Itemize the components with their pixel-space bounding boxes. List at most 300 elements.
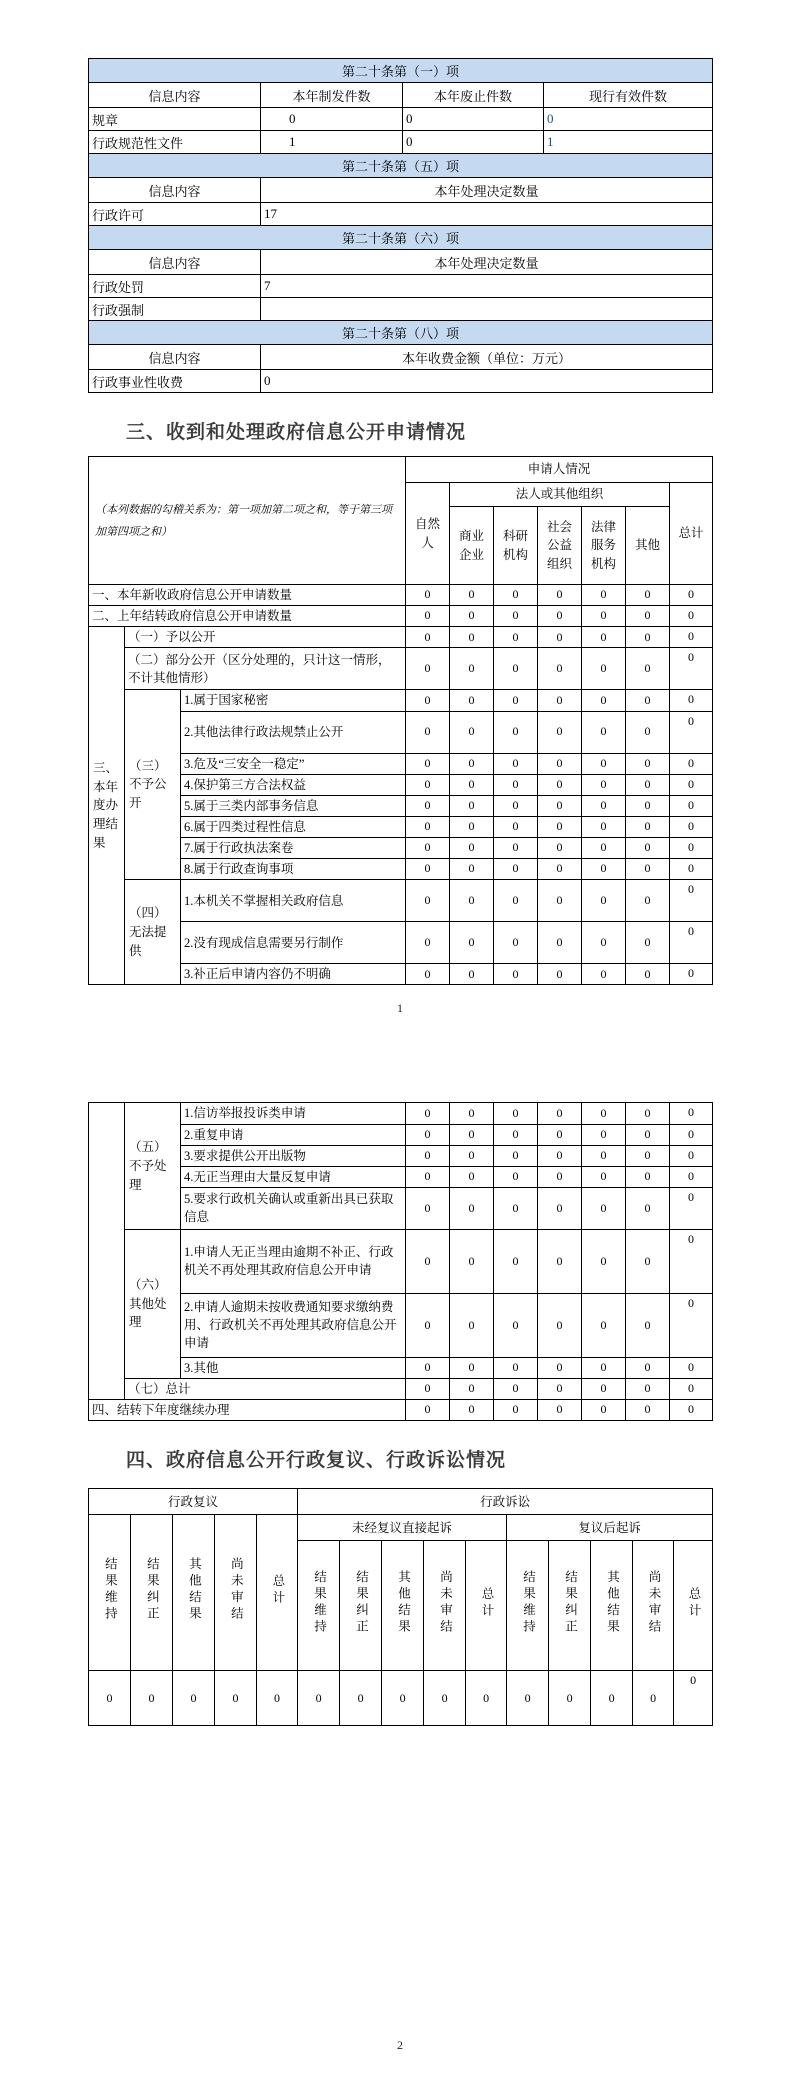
value-cell: 0 bbox=[494, 1229, 538, 1293]
value-cell: 0 bbox=[591, 1671, 633, 1726]
value-cell: 0 bbox=[670, 1187, 713, 1229]
value-cell: 0 bbox=[538, 627, 582, 648]
value-cell: 0 bbox=[215, 1671, 257, 1726]
value-cell: 0 bbox=[626, 585, 670, 606]
table-row bbox=[89, 880, 713, 922]
value-cell: 0 bbox=[406, 1103, 450, 1124]
value-cell: 1 bbox=[261, 131, 403, 154]
value-cell: 0 bbox=[626, 838, 670, 859]
value-cell: 0 bbox=[582, 690, 626, 711]
value-cell: 0 bbox=[582, 838, 626, 859]
table-row bbox=[89, 795, 713, 816]
table-row bbox=[89, 838, 713, 859]
table-row bbox=[89, 585, 713, 606]
value-cell: 0 bbox=[538, 1229, 582, 1293]
section-title-row bbox=[89, 59, 713, 83]
column-header: 科研机构 bbox=[494, 507, 538, 585]
value-cell: 0 bbox=[582, 795, 626, 816]
value-cell: 0 bbox=[450, 606, 494, 627]
value-cell: 0 bbox=[494, 753, 538, 774]
value-cell: 0 bbox=[450, 753, 494, 774]
review-group-header: 行政复议 bbox=[89, 1489, 298, 1515]
value-cell: 0 bbox=[626, 1124, 670, 1145]
value-cell: 0 bbox=[626, 880, 670, 922]
header-row bbox=[89, 457, 713, 483]
row-label: 4.保护第三方合法权益 bbox=[181, 774, 406, 795]
section-title: 第二十条第（六）项 bbox=[89, 226, 713, 250]
value-cell: 0 bbox=[538, 1145, 582, 1166]
value-cell: 0 bbox=[494, 648, 538, 690]
section-title: 第二十条第（五）项 bbox=[89, 154, 713, 178]
row-label-carryover: 四、结转下年度继续办理 bbox=[89, 1400, 406, 1421]
value-cell: 0 bbox=[406, 753, 450, 774]
value-cell: 0 bbox=[626, 690, 670, 711]
value-cell: 0 bbox=[494, 1187, 538, 1229]
value-cell: 0 bbox=[626, 1145, 670, 1166]
column-header: 信息内容 bbox=[89, 178, 261, 203]
row-label: 2.没有现成信息需要另行制作 bbox=[181, 922, 406, 964]
value-cell: 0 bbox=[582, 1145, 626, 1166]
column-header: 本年制发件数 bbox=[261, 83, 403, 108]
value-cell: 0 bbox=[406, 690, 450, 711]
subgroup-label-not-processed: （五）不予处理 bbox=[125, 1103, 181, 1230]
value-cell: 1 bbox=[544, 131, 713, 154]
value-cell: 0 bbox=[670, 1103, 713, 1124]
value-cell: 0 bbox=[406, 774, 450, 795]
applications-table-continued bbox=[88, 1102, 713, 1421]
column-header: 其他结果 bbox=[591, 1541, 633, 1671]
value-cell: 0 bbox=[173, 1671, 215, 1726]
value-cell: 0 bbox=[670, 1229, 713, 1293]
value-cell: 0 bbox=[626, 1103, 670, 1124]
value-cell: 0 bbox=[494, 774, 538, 795]
value-cell: 0 bbox=[450, 964, 494, 985]
value-cell: 0 bbox=[494, 880, 538, 922]
value-cell: 0 bbox=[406, 816, 450, 837]
value-cell: 0 bbox=[538, 816, 582, 837]
litigation-table bbox=[88, 1488, 713, 1726]
value-cell: 0 bbox=[538, 711, 582, 753]
value-cell: 0 bbox=[582, 964, 626, 985]
table-row bbox=[89, 648, 713, 690]
value-cell: 0 bbox=[494, 1166, 538, 1187]
value-cell: 0 bbox=[494, 627, 538, 648]
value-cell: 0 bbox=[406, 606, 450, 627]
value-cell: 0 bbox=[406, 1379, 450, 1400]
value-cell: 0 bbox=[582, 1229, 626, 1293]
section-title-row bbox=[89, 154, 713, 178]
value-cell: 0 bbox=[494, 838, 538, 859]
section-title: 第二十条第（一）项 bbox=[89, 59, 713, 83]
value-cell: 0 bbox=[261, 370, 713, 393]
value-cell: 0 bbox=[406, 1400, 450, 1421]
table-row bbox=[89, 1166, 713, 1187]
value-cell: 0 bbox=[582, 1187, 626, 1229]
value-cell: 0 bbox=[450, 627, 494, 648]
table-row bbox=[89, 370, 713, 393]
value-cell: 0 bbox=[450, 1293, 494, 1357]
legal-entity-group-header: 法人或其他组织 bbox=[450, 483, 670, 507]
value-cell: 0 bbox=[626, 922, 670, 964]
row-label: 1.属于国家秘密 bbox=[181, 690, 406, 711]
row-label: 6.属于四类过程性信息 bbox=[181, 816, 406, 837]
value-cell: 0 bbox=[406, 964, 450, 985]
value-cell: 0 bbox=[538, 1166, 582, 1187]
value-cell: 0 bbox=[450, 1357, 494, 1378]
column-header: 尚未审结 bbox=[215, 1515, 257, 1671]
value-cell: 0 bbox=[406, 838, 450, 859]
column-header: 尚未审结 bbox=[633, 1541, 674, 1671]
value-cell: 0 bbox=[626, 795, 670, 816]
column-header-natural-person: 自然人 bbox=[406, 483, 450, 585]
column-header: 尚未审结 bbox=[424, 1541, 466, 1671]
value-cell: 0 bbox=[626, 816, 670, 837]
column-header: 信息内容 bbox=[89, 345, 261, 370]
value-cell: 0 bbox=[626, 1229, 670, 1293]
value-cell: 0 bbox=[494, 690, 538, 711]
value-cell: 0 bbox=[670, 690, 713, 711]
column-header: 结果维持 bbox=[298, 1541, 340, 1671]
page-number-2: 2 bbox=[397, 2038, 403, 2053]
value-cell: 0 bbox=[450, 838, 494, 859]
column-header: 本年处理决定数量 bbox=[261, 250, 713, 275]
value-cell: 0 bbox=[257, 1671, 298, 1726]
value-cell: 0 bbox=[544, 108, 713, 131]
value-cell: 0 bbox=[406, 880, 450, 922]
value-cell: 0 bbox=[538, 964, 582, 985]
value-cell: 0 bbox=[450, 711, 494, 753]
value-cell: 0 bbox=[494, 1145, 538, 1166]
value-cell: 0 bbox=[582, 1103, 626, 1124]
value-cell: 0 bbox=[406, 1357, 450, 1378]
value-cell: 0 bbox=[494, 964, 538, 985]
value-cell: 0 bbox=[466, 1671, 507, 1726]
value-cell: 0 bbox=[406, 711, 450, 753]
value-cell: 0 bbox=[626, 627, 670, 648]
table-row bbox=[89, 1145, 713, 1166]
value-cell: 0 bbox=[626, 606, 670, 627]
value-cell: 0 bbox=[670, 922, 713, 964]
value-cell: 0 bbox=[406, 1229, 450, 1293]
value-cell: 0 bbox=[494, 711, 538, 753]
value-cell: 0 bbox=[406, 1124, 450, 1145]
article20-table bbox=[88, 58, 713, 393]
section-title: 第二十条第（八）项 bbox=[89, 321, 713, 345]
value-cell: 0 bbox=[626, 1400, 670, 1421]
value-cell: 0 bbox=[89, 1671, 131, 1726]
column-header: 其他结果 bbox=[173, 1515, 215, 1671]
value-cell: 0 bbox=[494, 1124, 538, 1145]
value-cell: 0 bbox=[403, 131, 544, 154]
table-row bbox=[89, 1293, 713, 1357]
table-row bbox=[89, 753, 713, 774]
row-label: 一、本年新收政府信息公开申请数量 bbox=[89, 585, 406, 606]
table-row bbox=[89, 1124, 713, 1145]
value-cell: 0 bbox=[670, 1293, 713, 1357]
table-row bbox=[89, 203, 713, 226]
row-label: 5.要求行政机关确认或重新出具已获取信息 bbox=[181, 1187, 406, 1229]
row-label: 4.无正当理由大量反复申请 bbox=[181, 1166, 406, 1187]
row-label: 3.要求提供公开出版物 bbox=[181, 1145, 406, 1166]
subgroup-label-unable: （四）无法提供 bbox=[125, 880, 181, 985]
value-cell: 0 bbox=[450, 859, 494, 880]
row-label: 二、上年结转政府信息公开申请数量 bbox=[89, 606, 406, 627]
table-row bbox=[89, 774, 713, 795]
value-cell: 0 bbox=[582, 1124, 626, 1145]
value-cell: 0 bbox=[406, 627, 450, 648]
value-cell: 0 bbox=[450, 774, 494, 795]
table-row bbox=[89, 1357, 713, 1378]
value-cell: 0 bbox=[670, 880, 713, 922]
column-header: 法律服务机构 bbox=[582, 507, 626, 585]
value-cell: 0 bbox=[670, 1145, 713, 1166]
value-cell: 0 bbox=[538, 585, 582, 606]
value-cell: 0 bbox=[450, 1187, 494, 1229]
value-cell: 0 bbox=[670, 774, 713, 795]
column-header: 结果纠正 bbox=[340, 1541, 382, 1671]
value-cell: 0 bbox=[582, 585, 626, 606]
value-cell: 0 bbox=[538, 1400, 582, 1421]
after-review-suit-group-header: 复议后起诉 bbox=[507, 1515, 713, 1541]
column-header: 本年废止件数 bbox=[403, 83, 544, 108]
value-cell: 0 bbox=[450, 795, 494, 816]
value-cell: 0 bbox=[582, 774, 626, 795]
value-cell: 0 bbox=[582, 753, 626, 774]
section-title-row bbox=[89, 321, 713, 345]
value-cell: 0 bbox=[626, 1166, 670, 1187]
column-header-total: 总计 bbox=[670, 483, 713, 585]
table-row bbox=[89, 298, 713, 321]
section-heading-applications: 三、收到和处理政府信息公开申请情况 bbox=[126, 422, 467, 443]
value-cell: 0 bbox=[582, 1166, 626, 1187]
row-label: 3.补正后申请内容仍不明确 bbox=[181, 964, 406, 985]
value-cell: 0 bbox=[670, 1400, 713, 1421]
column-header: 总计 bbox=[466, 1541, 507, 1671]
value-cell: 0 bbox=[450, 1379, 494, 1400]
value-cell: 0 bbox=[674, 1671, 713, 1726]
value-cell: 0 bbox=[582, 922, 626, 964]
group-continuation-cell bbox=[89, 1103, 125, 1400]
column-header: 总计 bbox=[674, 1541, 713, 1671]
value-cell: 0 bbox=[406, 1187, 450, 1229]
value-cell: 0 bbox=[382, 1671, 424, 1726]
value-cell: 0 bbox=[131, 1671, 173, 1726]
value-cell: 0 bbox=[538, 1103, 582, 1124]
value-cell: 0 bbox=[582, 816, 626, 837]
value-cell: 0 bbox=[450, 1124, 494, 1145]
value-cell: 0 bbox=[406, 859, 450, 880]
column-header: 结果维持 bbox=[89, 1515, 131, 1671]
value-cell: 0 bbox=[582, 1293, 626, 1357]
value-cell: 0 bbox=[626, 753, 670, 774]
subgroup-label-refused: （三）不予公开 bbox=[125, 690, 181, 880]
reconciliation-note: （本列数据的勾稽关系为：第一项加第二项之和，等于第三项加第四项之和） bbox=[89, 457, 406, 585]
value-cell: 0 bbox=[494, 859, 538, 880]
value-cell: 0 bbox=[582, 1379, 626, 1400]
subgroup-label-other-handling: （六）其他处理 bbox=[125, 1229, 181, 1378]
row-label: 行政强制 bbox=[89, 298, 261, 321]
value-cell: 0 bbox=[450, 585, 494, 606]
column-header: 本年处理决定数量 bbox=[261, 178, 713, 203]
row-label: 2.重复申请 bbox=[181, 1124, 406, 1145]
row-label: 1.本机关不掌握相关政府信息 bbox=[181, 880, 406, 922]
column-header: 商业企业 bbox=[450, 507, 494, 585]
value-cell: 0 bbox=[494, 606, 538, 627]
column-header: 总计 bbox=[257, 1515, 298, 1671]
value-cell: 0 bbox=[450, 1229, 494, 1293]
value-cell: 0 bbox=[494, 585, 538, 606]
value-cell: 0 bbox=[670, 585, 713, 606]
value-cell: 0 bbox=[494, 1293, 538, 1357]
value-cell: 0 bbox=[670, 1379, 713, 1400]
value-cell: 0 bbox=[582, 606, 626, 627]
table-row bbox=[89, 1400, 713, 1421]
value-cell: 0 bbox=[538, 606, 582, 627]
report-content bbox=[88, 0, 712, 2053]
value-cell: 0 bbox=[507, 1671, 549, 1726]
column-header: 其他结果 bbox=[382, 1541, 424, 1671]
value-cell: 0 bbox=[670, 627, 713, 648]
value-cell: 0 bbox=[582, 648, 626, 690]
value-cell: 0 bbox=[582, 711, 626, 753]
value-cell: 0 bbox=[582, 880, 626, 922]
direct-suit-group-header: 未经复议直接起诉 bbox=[298, 1515, 507, 1541]
value-cell: 0 bbox=[538, 880, 582, 922]
value-cell: 0 bbox=[494, 1400, 538, 1421]
value-cell: 0 bbox=[406, 585, 450, 606]
value-cell: 0 bbox=[538, 774, 582, 795]
value-cell: 0 bbox=[626, 1357, 670, 1378]
row-label-total: （七）总计 bbox=[125, 1379, 406, 1400]
value-cell: 0 bbox=[670, 816, 713, 837]
value-cell: 0 bbox=[494, 1103, 538, 1124]
table-row bbox=[89, 606, 713, 627]
value-cell: 0 bbox=[406, 1145, 450, 1166]
table-row bbox=[89, 816, 713, 837]
value-cell: 0 bbox=[670, 648, 713, 690]
value-cell: 0 bbox=[538, 1187, 582, 1229]
value-cell: 0 bbox=[582, 1400, 626, 1421]
value-cell: 0 bbox=[670, 1124, 713, 1145]
table-row bbox=[89, 627, 713, 648]
value-cell: 0 bbox=[626, 1379, 670, 1400]
value-cell: 0 bbox=[450, 880, 494, 922]
value-cell: 0 bbox=[538, 859, 582, 880]
applications-table bbox=[88, 456, 713, 985]
column-header-row bbox=[89, 178, 713, 203]
row-label: 1.信访举报投诉类申请 bbox=[181, 1103, 406, 1124]
column-header-row bbox=[89, 345, 713, 370]
value-cell: 0 bbox=[494, 1379, 538, 1400]
value-cell: 0 bbox=[450, 1166, 494, 1187]
page-number-1: 1 bbox=[397, 1001, 403, 1016]
value-cell: 0 bbox=[494, 795, 538, 816]
value-cell: 0 bbox=[450, 1103, 494, 1124]
value-cell: 0 bbox=[538, 753, 582, 774]
row-label: 8.属于行政查询事项 bbox=[181, 859, 406, 880]
value-cell: 0 bbox=[670, 859, 713, 880]
column-header: 结果纠正 bbox=[131, 1515, 173, 1671]
table-row bbox=[89, 711, 713, 753]
section-title-row bbox=[89, 226, 713, 250]
value-cell: 0 bbox=[406, 648, 450, 690]
row-label: 2.申请人逾期未按收费通知要求缴纳费用、行政机关不再处理其政府信息公开申请 bbox=[181, 1293, 406, 1357]
value-cell: 0 bbox=[538, 838, 582, 859]
column-header: 结果纠正 bbox=[549, 1541, 591, 1671]
row-label: 2.其他法律行政法规禁止公开 bbox=[181, 711, 406, 753]
section-heading-litigation: 四、政府信息公开行政复议、行政诉讼情况 bbox=[126, 1450, 507, 1472]
row-label: 规章 bbox=[89, 108, 261, 131]
table-row bbox=[89, 1229, 713, 1293]
column-header: 其他 bbox=[626, 507, 670, 585]
value-cell: 0 bbox=[670, 606, 713, 627]
row-label: 3.其他 bbox=[181, 1357, 406, 1378]
table-row bbox=[89, 108, 713, 131]
value-cell: 0 bbox=[633, 1671, 674, 1726]
value-cell: 0 bbox=[450, 648, 494, 690]
value-cell: 0 bbox=[406, 795, 450, 816]
group-label-results: 三、本年度办理结果 bbox=[89, 627, 125, 985]
column-header: 社会公益组织 bbox=[538, 507, 582, 585]
value-cell: 0 bbox=[670, 838, 713, 859]
table-row bbox=[89, 131, 713, 154]
value-cell: 0 bbox=[406, 1293, 450, 1357]
column-header: 现行有效件数 bbox=[544, 83, 713, 108]
value-cell: 0 bbox=[406, 922, 450, 964]
value-cell: 0 bbox=[450, 922, 494, 964]
value-cell: 0 bbox=[582, 627, 626, 648]
row-label: 3.危及“三安全一稳定” bbox=[181, 753, 406, 774]
value-cell: 0 bbox=[340, 1671, 382, 1726]
header-row bbox=[89, 1515, 713, 1541]
row-label: 行政处罚 bbox=[89, 275, 261, 298]
value-cell: 0 bbox=[538, 1357, 582, 1378]
value-cell: 0 bbox=[538, 1379, 582, 1400]
value-cell: 0 bbox=[538, 922, 582, 964]
header-row bbox=[89, 1489, 713, 1515]
value-cell: 0 bbox=[626, 1293, 670, 1357]
value-cell bbox=[261, 298, 713, 321]
value-cell: 0 bbox=[450, 1400, 494, 1421]
column-header: 结果维持 bbox=[507, 1541, 549, 1671]
row-label: 行政事业性收费 bbox=[89, 370, 261, 393]
value-cell: 0 bbox=[538, 795, 582, 816]
table-row bbox=[89, 922, 713, 964]
value-cell: 0 bbox=[626, 859, 670, 880]
value-cell: 17 bbox=[261, 203, 713, 226]
value-cell: 0 bbox=[424, 1671, 466, 1726]
column-header: 本年收费金额（单位：万元） bbox=[261, 345, 713, 370]
value-cell: 0 bbox=[261, 108, 403, 131]
value-cell: 0 bbox=[626, 964, 670, 985]
value-cell: 0 bbox=[538, 648, 582, 690]
value-cell: 0 bbox=[538, 1124, 582, 1145]
value-cell: 0 bbox=[626, 711, 670, 753]
value-cell: 0 bbox=[494, 816, 538, 837]
value-cell: 0 bbox=[403, 108, 544, 131]
row-label: （二）部分公开（区分处理的，只计这一情形，不计其他情形） bbox=[125, 648, 406, 690]
row-label: 行政许可 bbox=[89, 203, 261, 226]
value-cell: 0 bbox=[626, 774, 670, 795]
table-row bbox=[89, 1187, 713, 1229]
row-label: 行政规范性文件 bbox=[89, 131, 261, 154]
value-cell: 0 bbox=[670, 1357, 713, 1378]
value-cell: 0 bbox=[406, 1166, 450, 1187]
column-header: 信息内容 bbox=[89, 250, 261, 275]
value-cell: 0 bbox=[670, 795, 713, 816]
row-label: 5.属于三类内部事务信息 bbox=[181, 795, 406, 816]
value-cell: 0 bbox=[494, 922, 538, 964]
